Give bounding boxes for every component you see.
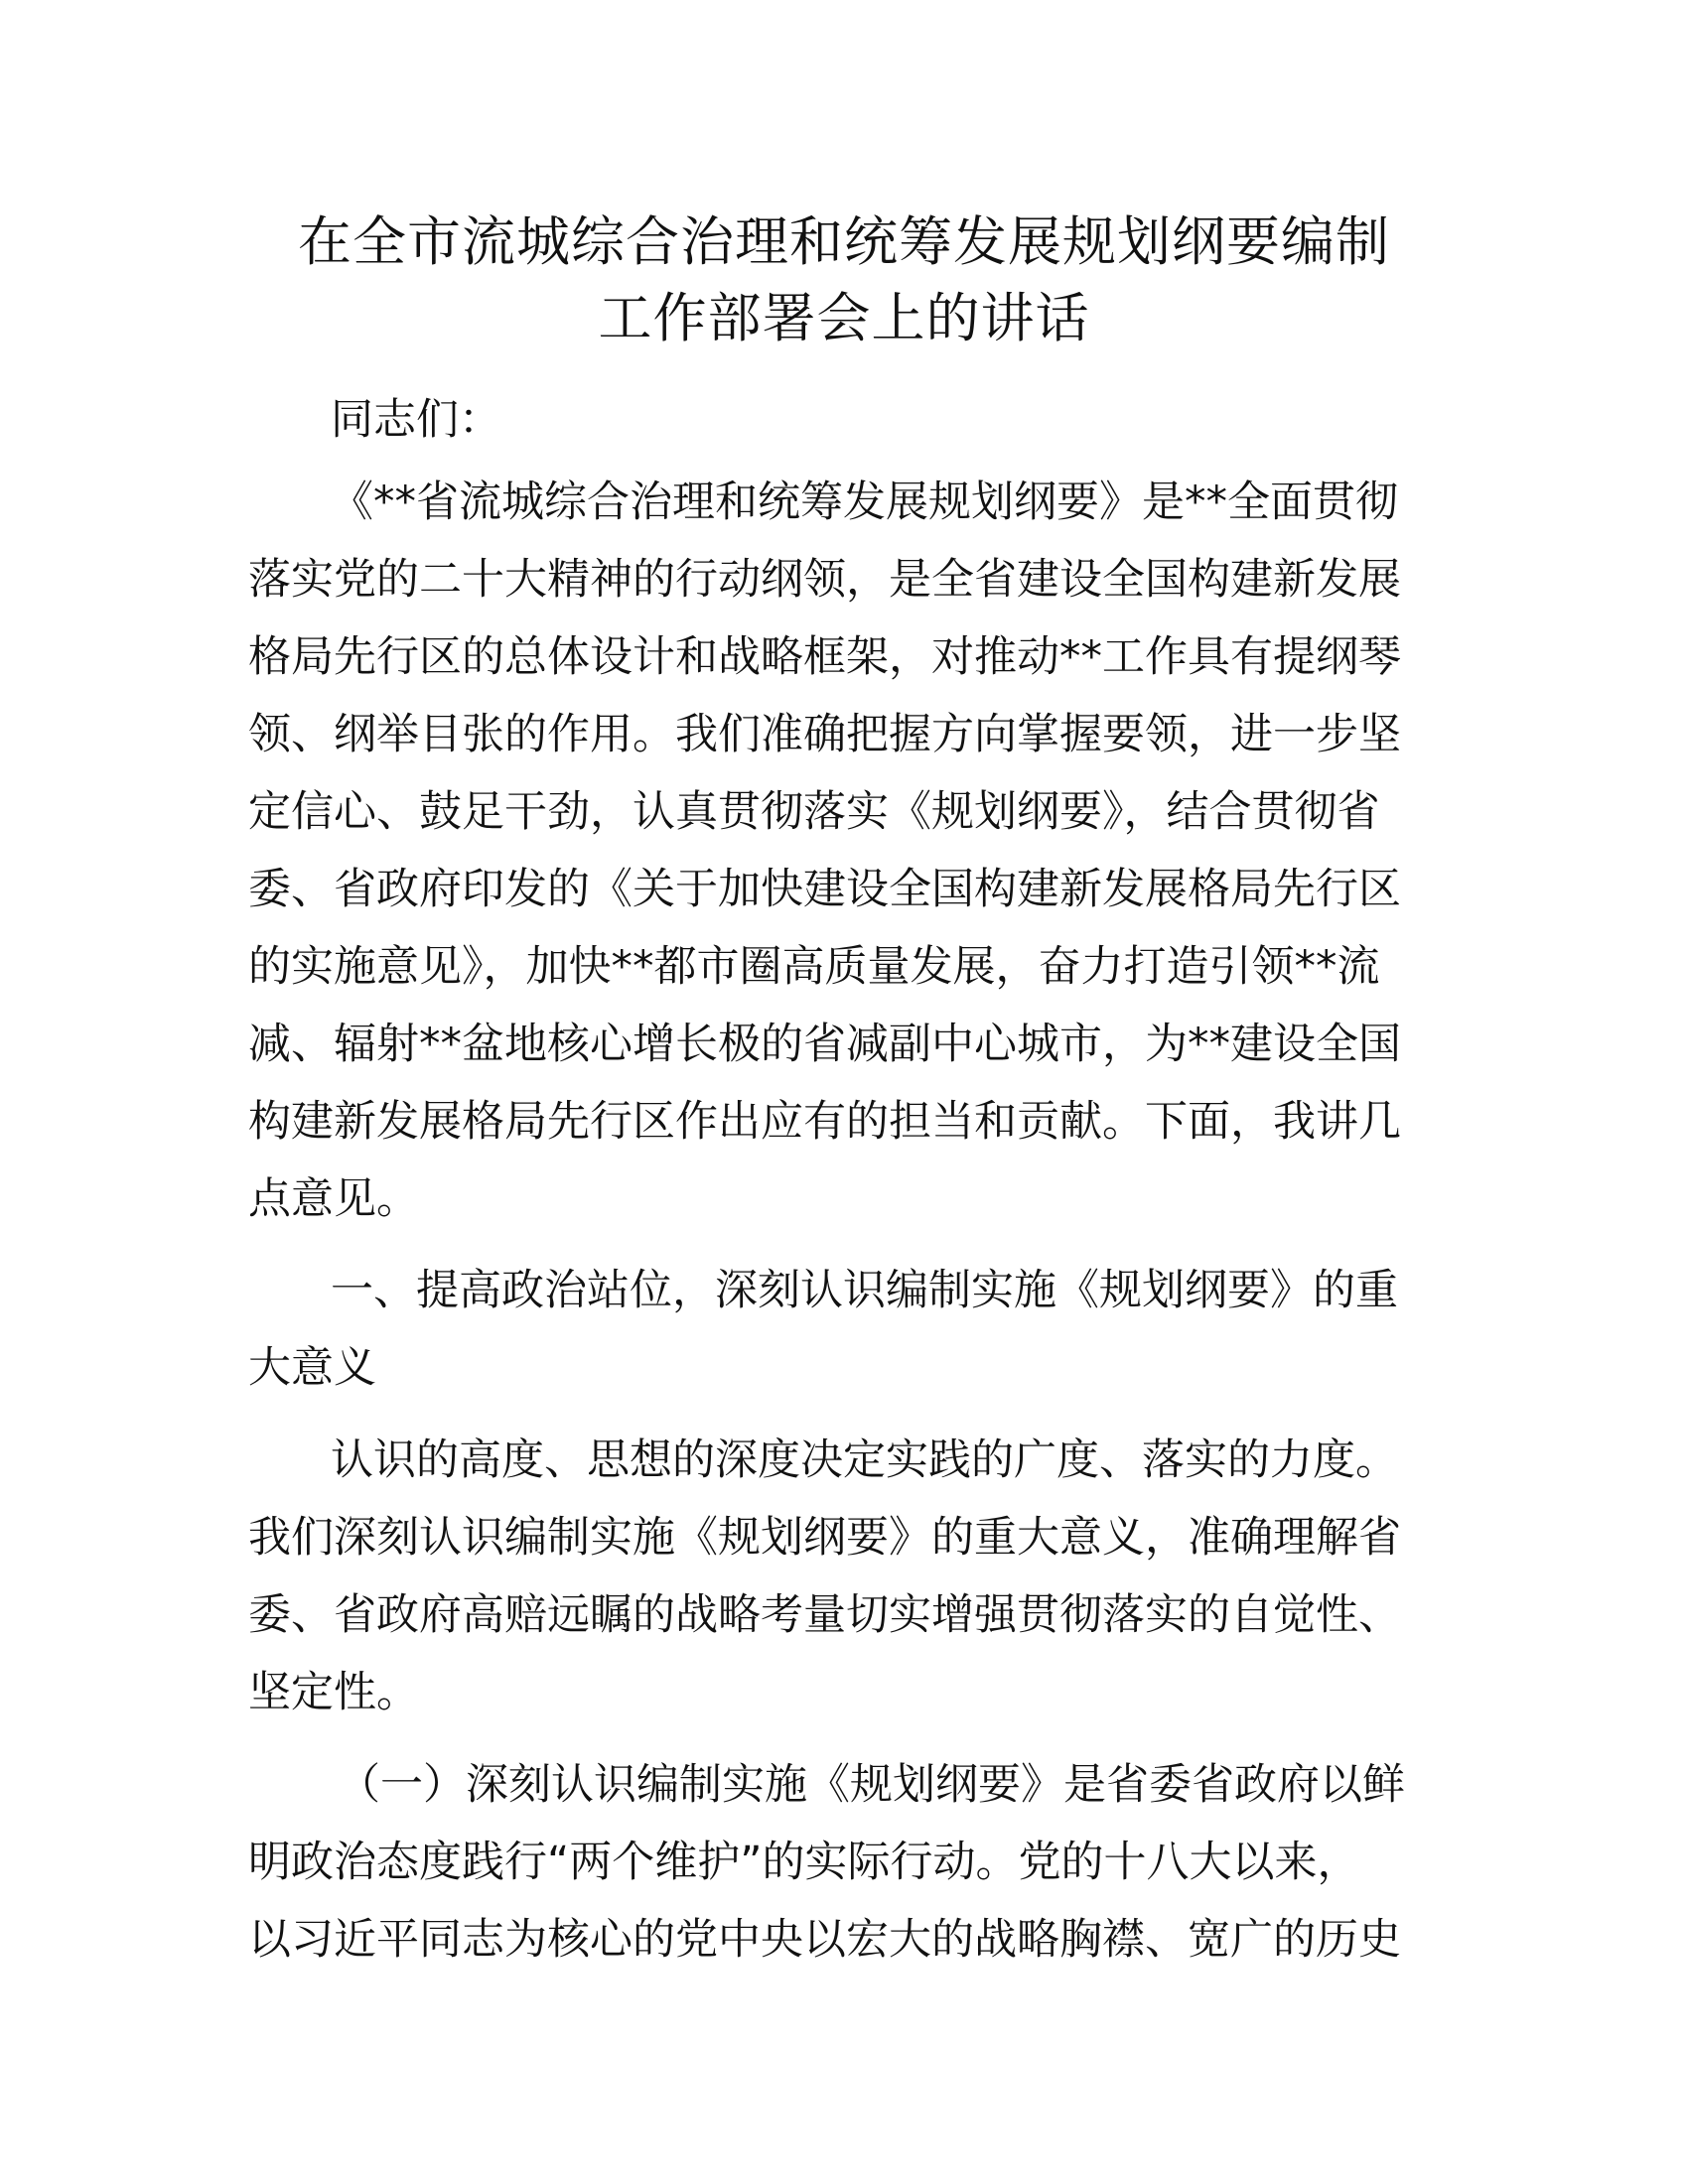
heading-1-line: 一、提高政治站位，深刻认识编制实施《规划纲要》的重 bbox=[331, 1266, 1398, 1315]
paragraph-1-line: 减、辐射**盆地核心增长极的省减副中心城市，为**建设全国 bbox=[248, 1020, 1401, 1069]
paragraph-1-line: 领、纲举目张的作用。我们准确把握方向掌握要领，进一步坚 bbox=[248, 710, 1401, 759]
paragraph-2-line: 认识的高度、思想的深度决定实践的广度、落实的力度。 bbox=[331, 1435, 1398, 1485]
paragraph-3-line: 明政治态度践行“两个维护”的实际行动。党的十八大以来， bbox=[248, 1838, 1360, 1887]
paragraph-1-line: 落实党的二十大精神的行动纲领，是全省建设全国构建新发展 bbox=[248, 555, 1401, 605]
paragraph-2-line: 坚定性。 bbox=[248, 1668, 419, 1717]
paragraph-3-line: （一）深刻认识编制实施《规划纲要》是省委省政府以鲜 bbox=[338, 1760, 1405, 1810]
paragraph-2-line: 委、省政府高赔远瞩的战略考量切实增强贯彻落实的自觉性、 bbox=[248, 1590, 1401, 1640]
paragraph-1-line: 构建新发展格局先行区作出应有的担当和贡献。下面，我讲几 bbox=[248, 1097, 1401, 1147]
paragraph-1-line: 《**省流城综合治理和统筹发展规划纲要》是**全面贯彻 bbox=[331, 478, 1398, 527]
document-title-line-1: 在全市流城综合治理和统筹发展规划纲要编制 bbox=[298, 210, 1390, 273]
paragraph-1-line: 点意见。 bbox=[248, 1174, 419, 1224]
paragraph-1-line: 委、省政府印发的《关于加快建设全国构建新发展格局先行区 bbox=[248, 865, 1401, 914]
document-title-line-2: 工作部署会上的讲话 bbox=[598, 287, 1090, 349]
paragraph-1-line: 定信心、鼓足干劲，认真贯彻落实《规划纲要》，结合贯彻省 bbox=[248, 787, 1380, 837]
heading-1-line: 大意义 bbox=[248, 1343, 376, 1393]
paragraph-1-line: 格局先行区的总体设计和战略框架，对推动**工作具有提纲琴 bbox=[248, 632, 1401, 682]
salutation: 同志们： bbox=[331, 395, 501, 445]
paragraph-1-line: 的实施意见》，加快**都市圈高质量发展，奋力打造引领**流 bbox=[248, 942, 1380, 992]
paragraph-2-line: 我们深刻认识编制实施《规划纲要》的重大意义，准确理解省 bbox=[248, 1513, 1401, 1563]
paragraph-3-line: 以习近平同志为核心的党中央以宏大的战略胸襟、宽广的历史 bbox=[248, 1915, 1401, 1965]
